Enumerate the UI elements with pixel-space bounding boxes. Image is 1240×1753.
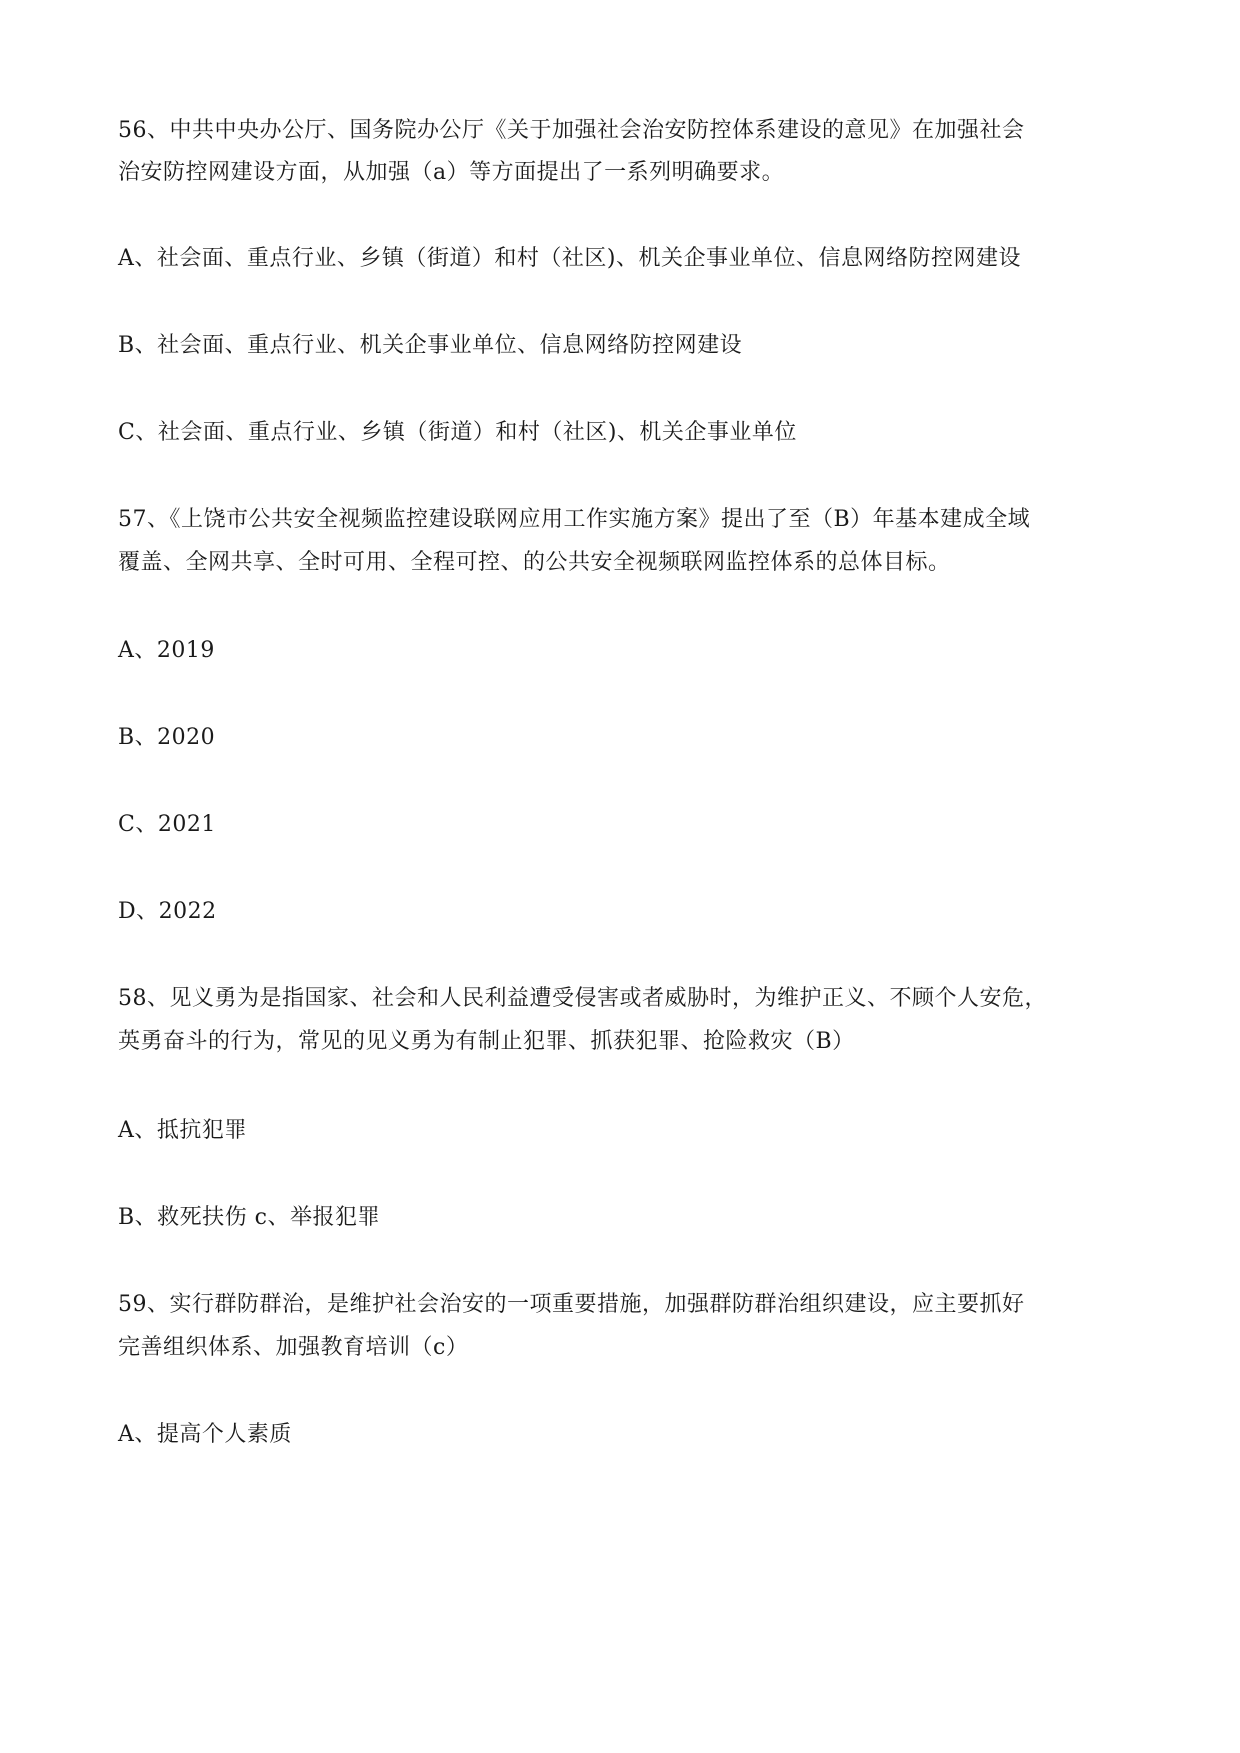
question-58-stem-line-1: 58、见义勇为是指国家、社会和人民利益遭受侵害或者威胁时，为维护正义、不顾个人安危，	[118, 986, 1047, 1011]
question-56-stem-line-1: 56、中共中央办公厅、国务院办公厅《关于加强社会治安防控体系建设的意见》在加强社会	[118, 118, 1025, 143]
question-58-option-a: A、抵抗犯罪	[118, 1118, 247, 1143]
question-57-option-c: C、2021	[118, 812, 216, 837]
question-57-option-b: B、2020	[118, 725, 216, 750]
question-57-stem-line-1: 57、《上饶市公共安全视频监控建设联网应用工作实施方案》提出了至（B）年基本建成全域	[118, 507, 1031, 532]
question-58-option-b: B、救死扶伤 c、举报犯罪	[118, 1205, 380, 1230]
question-56-stem-line-2: 治安防控网建设方面，从加强（a）等方面提出了一系列明确要求。	[118, 160, 785, 185]
question-58-stem-line-2: 英勇奋斗的行为，常见的见义勇为有制止犯罪、抓获犯罪、抢险救灾（B）	[118, 1029, 855, 1054]
question-57-option-d: D、2022	[118, 899, 217, 924]
question-59-stem-line-2: 完善组织体系、加强教育培训（c）	[118, 1335, 469, 1360]
question-57-stem-line-2: 覆盖、全网共享、全时可用、全程可控、的公共安全视频联网监控体系的总体目标。	[118, 550, 951, 575]
question-59-stem-line-1: 59、实行群防群治，是维护社会治安的一项重要措施，加强群防群治组织建设，应主要抓好	[118, 1292, 1025, 1317]
question-56-option-a: A、社会面、重点行业、乡镇（街道）和村（社区)、机关企事业单位、信息网络防控网建设	[118, 246, 1021, 271]
question-56-option-c: C、社会面、重点行业、乡镇（街道）和村（社区)、机关企事业单位	[118, 420, 797, 445]
question-56-option-b: B、社会面、重点行业、机关企事业单位、信息网络防控网建设	[118, 333, 743, 358]
question-59-option-a: A、提高个人素质	[118, 1422, 292, 1447]
question-57-option-a: A、2019	[118, 638, 215, 663]
